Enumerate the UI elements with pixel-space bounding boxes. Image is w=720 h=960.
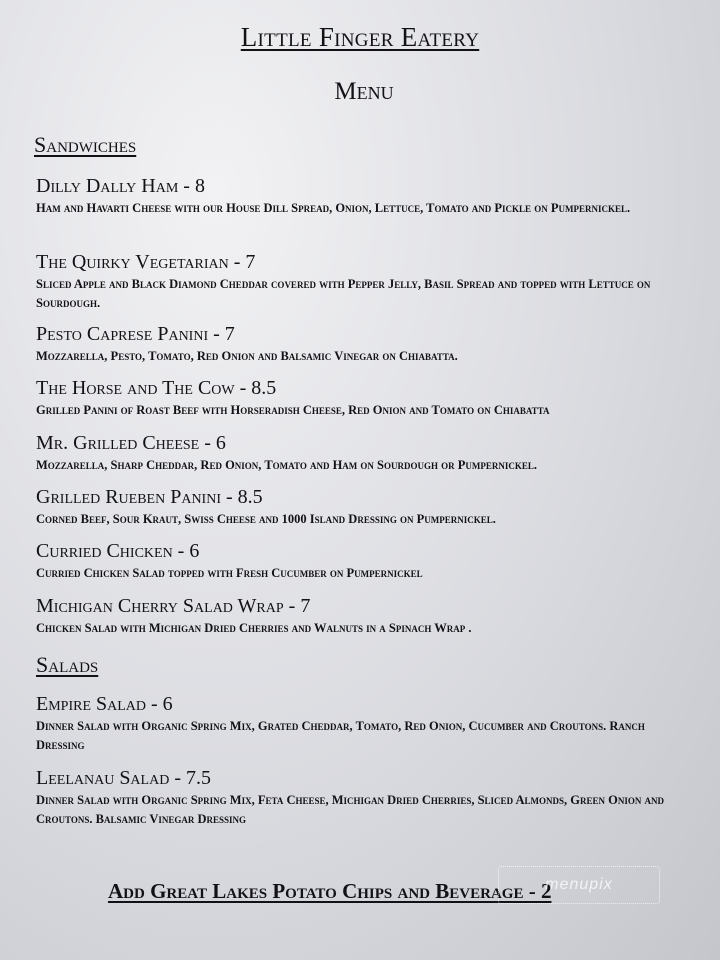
item-description: Sliced Apple and Black Diamond Cheddar covered with Pepper Jelly, Basil Spread and topped with Lettuce on Sourdough.: [36, 277, 651, 310]
item-description: Corned Beef, Sour Kraut, Swiss Cheese and 1000 Island Dressing on Pumpernickel.: [36, 512, 496, 526]
item-description: Mozzarella, Sharp Cheddar, Red Onion, Tomato and Ham on Sourdough or Pumpernickel.: [36, 458, 538, 472]
item-name: Michigan Cherry Salad Wrap - 7: [36, 595, 311, 617]
watermark-logo: menupix: [498, 866, 660, 904]
item-name: Empire Salad - 6: [36, 693, 173, 715]
menu-item: [36, 539, 696, 583]
addon-offer: Add Great Lakes Potato Chips and Beverage - 2: [108, 879, 552, 903]
menu-item: [36, 485, 696, 529]
item-description: Mozzarella, Pesto, Tomato, Red Onion and Balsamic Vinegar on Chiabatta.: [36, 349, 458, 363]
menu-item: [36, 322, 696, 366]
item-name: Dilly Dally Ham - 8: [36, 175, 205, 197]
menu-item: [36, 431, 696, 475]
restaurant-title: Little Finger Eatery: [240, 22, 480, 52]
item-name: The Quirky Vegetarian - 7: [36, 251, 256, 273]
item-description: Chicken Salad with Michigan Dried Cherries and Walnuts in a Spinach Wrap .: [36, 621, 472, 635]
item-name: Mr. Grilled Cheese - 6: [36, 432, 226, 454]
menu-heading: Menu: [334, 78, 394, 105]
item-description: Ham and Havarti Cheese with our House Dill Spread, Onion, Lettuce, Tomato and Pickle on Pumpernickel.: [36, 201, 631, 215]
menu-item: [36, 766, 696, 829]
item-description: Curried Chicken Salad topped with Fresh Cucumber on Pumpernickel: [36, 566, 423, 580]
menu-item: [36, 250, 696, 313]
section-heading-salads: Salads: [36, 652, 99, 677]
item-name: Pesto Caprese Panini - 7: [36, 323, 235, 345]
item-name: Leelanau Salad - 7.5: [36, 767, 211, 789]
item-name: The Horse and The Cow - 8.5: [36, 377, 277, 399]
item-name: Grilled Rueben Panini - 8.5: [36, 486, 263, 508]
menu-item: [36, 692, 696, 755]
section-heading-sandwiches: Sandwiches: [34, 132, 137, 157]
item-name: Curried Chicken - 6: [36, 540, 200, 562]
menu-item: [36, 174, 696, 218]
menu-item: [36, 594, 696, 638]
item-description: Dinner Salad with Organic Spring Mix, Feta Cheese, Michigan Dried Cherries, Sliced Almonds, Green Onion and Croutons. Balsamic Vinegar Dressing: [36, 793, 664, 826]
menu-item: [36, 376, 696, 420]
item-description: Grilled Panini of Roast Beef with Horseradish Cheese, Red Onion and Tomato on Chiabatta: [36, 403, 550, 417]
item-description: Dinner Salad with Organic Spring Mix, Grated Cheddar, Tomato, Red Onion, Cucumber and Croutons. Ranch Dressing: [36, 719, 645, 752]
